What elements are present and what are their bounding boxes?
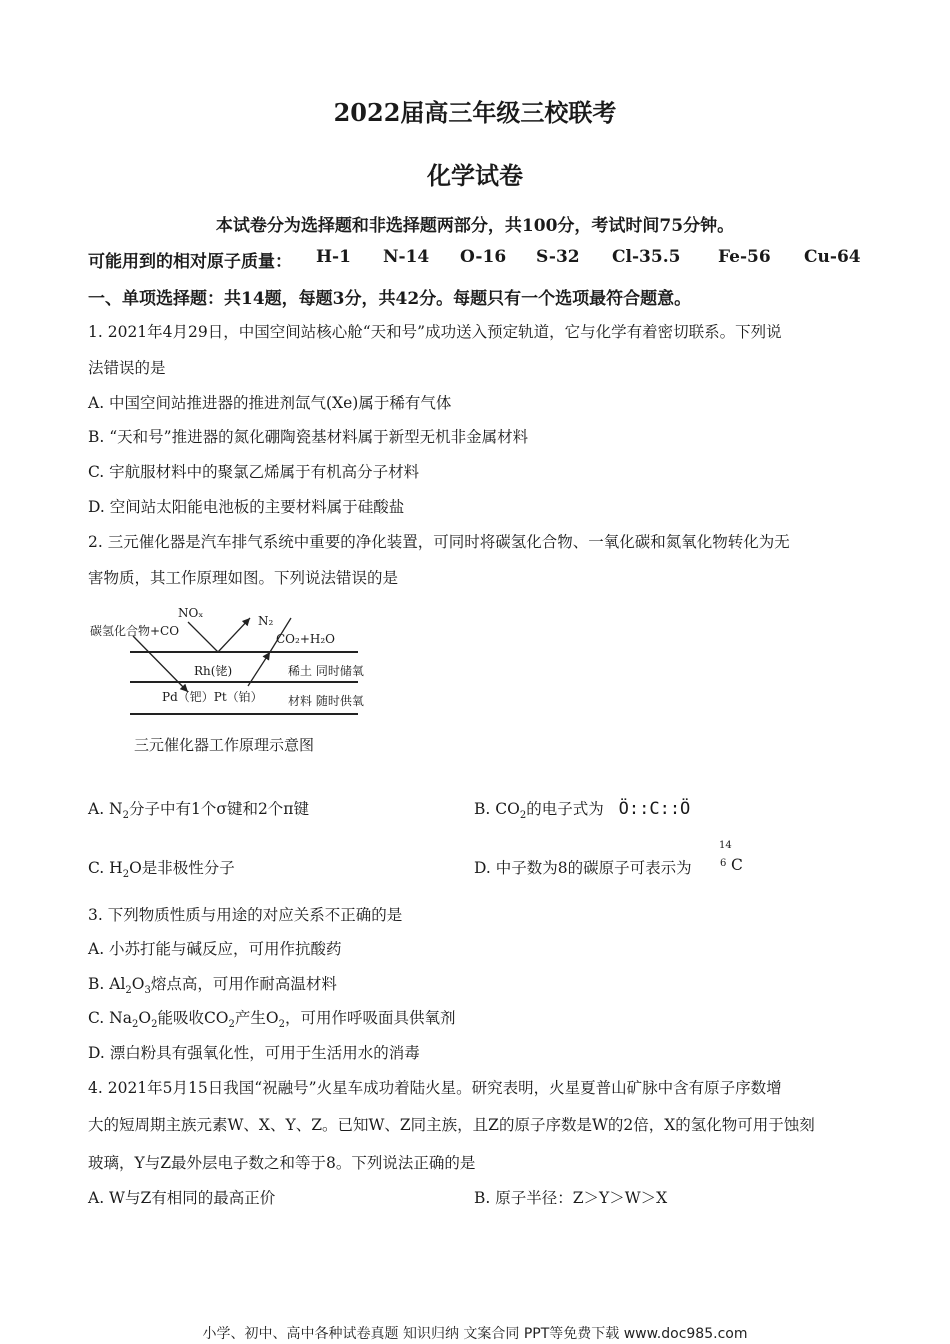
q4-option-b: B. 原子半径：Z＞Y＞W＞X xyxy=(474,1189,668,1207)
q3-c-post: ，可用作呼吸面具供氧剂 xyxy=(284,1009,456,1027)
label-nox: NOₓ xyxy=(178,606,204,620)
q4-stem-line2: 大的短周期主族元素W、X、Y、Z。已知W、Z同主族，且Z的原子序数是W的2倍，X的氢化物可用于蚀刻 xyxy=(88,1116,815,1134)
atom-n: N-14 xyxy=(383,247,430,267)
q2-b-text-post: 的电子式为 xyxy=(526,800,604,818)
q2-option-d xyxy=(474,856,692,878)
page-title: 2022届高三年级三校联考 xyxy=(333,98,617,127)
atom-fe: Fe-56 xyxy=(718,247,771,267)
q1-option-a: A. 中国空间站推进器的推进剂氙气(Xe)属于稀有气体 xyxy=(88,394,452,412)
q3-c-sub2: 2 xyxy=(151,1019,158,1031)
atom-s: S-32 xyxy=(536,247,580,267)
q2-stem-line1: 2. 三元催化器是汽车排气系统中重要的净化装置，可同时将碳氢化合物、一氧化碳和氮氧化物转化为无 xyxy=(88,533,790,551)
q1-stem-line2: 法错误的是 xyxy=(88,359,166,377)
atoms-label: 可能用到的相对原子质量： xyxy=(88,252,292,272)
q3-option-a: A. 小苏打能与碱反应，可用作抗酸药 xyxy=(88,940,342,958)
q4-stem-line3: 玻璃，Y与Z最外层电子数之和等于8。下列说法正确的是 xyxy=(88,1154,476,1172)
label-hydrocarbon-co: 碳氢化合物+CO xyxy=(90,624,180,638)
q2-a-sub: 2 xyxy=(122,810,129,822)
q3-b-text: B. Al xyxy=(88,975,126,993)
atom-o: O-16 xyxy=(460,247,507,267)
q3-c-text: C. Na xyxy=(88,1009,132,1027)
q3-c-sub4: 2 xyxy=(278,1019,285,1031)
label-rare-earth-2: 材料 随时供氧 xyxy=(288,694,364,708)
catalytic-converter-diagram xyxy=(88,604,388,754)
atom-cu: Cu-64 xyxy=(804,247,861,267)
q2-c-text-post: O是非极性分子 xyxy=(129,859,235,877)
q2-d-text: D. 中子数为8的碳原子可表示为 xyxy=(474,859,692,877)
label-rh: Rh(铑) xyxy=(194,664,233,678)
q2-option-c xyxy=(88,856,235,880)
page-subtitle: 化学试卷 xyxy=(427,161,523,190)
q1-option-d: D. 空间站太阳能电池板的主要材料属于硅酸盐 xyxy=(88,498,405,516)
q2-stem-line2: 害物质，其工作原理如图。下列说法错误的是 xyxy=(88,569,399,587)
q3-c-mid2: 能吸收CO xyxy=(157,1009,229,1027)
q1-option-c: C. 宇航服材料中的聚氯乙烯属于有机高分子材料 xyxy=(88,463,420,481)
q3-b-post: 熔点高，可用作耐高温材料 xyxy=(150,975,337,993)
q2-c-sub: 2 xyxy=(122,869,130,881)
q3-c-sub1: 2 xyxy=(131,1019,139,1031)
q1-option-b: B. “天和号”推进器的氮化硼陶瓷基材料属于新型无机非金属材料 xyxy=(88,428,529,446)
label-n2: N₂ xyxy=(258,614,274,628)
page-footer: 小学、初中、高中各种试卷真题 知识归纳 文案合同 PPT等免费下载 www.doc985.com xyxy=(202,1326,748,1342)
q1-stem-line1: 1. 2021年4月29日，中国空间站核心舱“天和号”成功送入预定轨道，它与化学有着密切联系。下列说 xyxy=(88,323,782,341)
q3-c-sub3: 2 xyxy=(228,1019,235,1031)
co2-lewis-structure: Ö::C::Ö xyxy=(618,799,691,819)
q4-stem-line1: 4. 2021年5月15日我国“祝融号”火星车成功着陆火星。研究表明，火星夏普山矿脉中含有原子序数增 xyxy=(88,1079,782,1097)
isotope-symbol: C xyxy=(731,856,743,874)
q2-b-text: B. CO xyxy=(474,800,520,818)
exam-note: 本试卷分为选择题和非选择题两部分，共100分，考试时间75分钟。 xyxy=(215,216,735,236)
q3-option-d: D. 漂白粉具有强氧化性，可用于生活用水的消毒 xyxy=(88,1044,420,1062)
q4-option-a: A. W与Z有相同的最高正价 xyxy=(88,1189,276,1207)
q3-c-mid1: O xyxy=(138,1009,152,1027)
q3-c-mid3: 产生O xyxy=(234,1009,279,1027)
isotope-mass-number: 14 xyxy=(719,840,732,851)
atom-h: H-1 xyxy=(316,247,351,267)
isotope-atomic-number: 6 xyxy=(720,858,727,869)
q2-option-a xyxy=(88,797,309,821)
q2-a-text: A. N xyxy=(88,800,123,818)
atom-cl: Cl-35.5 xyxy=(612,247,681,267)
q2-a-text-post: 分子中有1个σ键和2个π键 xyxy=(129,800,309,818)
label-co2-h2o: CO₂+H₂O xyxy=(276,632,335,646)
q3-stem: 3. 下列物质性质与用途的对应关系不正确的是 xyxy=(88,906,403,924)
q2-option-b xyxy=(474,797,690,821)
q3-b-sub2: 3 xyxy=(144,985,151,997)
q3-b-sub1: 2 xyxy=(125,985,132,997)
q3-b-mid: O xyxy=(131,975,145,993)
atomic-masses xyxy=(88,247,868,272)
diagram-caption: 三元催化器工作原理示意图 xyxy=(134,736,315,754)
q3-option-c xyxy=(88,1006,456,1030)
section-heading: 一、单项选择题：共14题，每题3分，共42分。每题只有一个选项最符合题意。 xyxy=(88,289,692,309)
label-rare-earth-1: 稀土 同时储氧 xyxy=(288,664,364,678)
q2-b-sub: 2 xyxy=(519,810,527,822)
q2-c-text: C. H xyxy=(88,859,123,877)
label-pd-pt: Pd（钯）Pt（铂） xyxy=(162,690,263,704)
q3-option-b xyxy=(88,972,337,996)
